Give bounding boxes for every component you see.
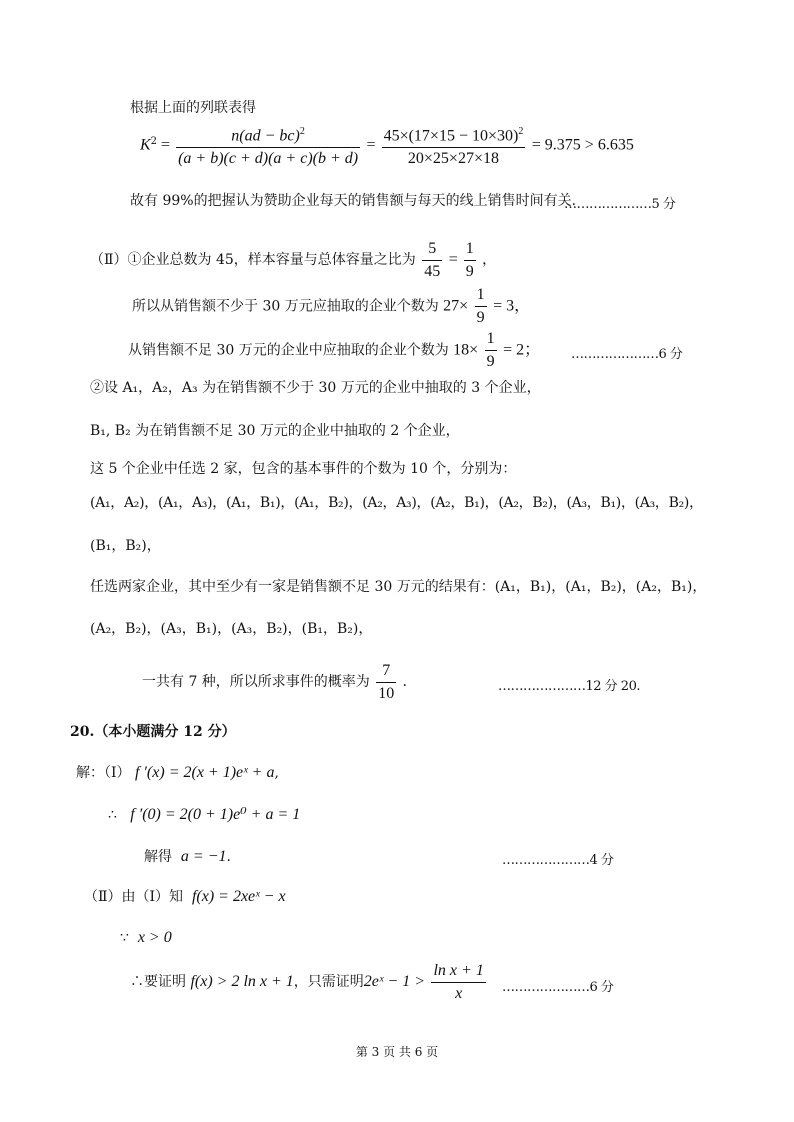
fraction: $\frac{1}{9}$ — [476, 286, 485, 326]
score-marker: …………………6 分 — [502, 980, 614, 995]
score-marker: …………………5 分 — [564, 197, 676, 212]
text-line: （Ⅱ）①企业总数为 45，样本容量与总体容量之比为 $\frac{5}{45}$ = $\frac{1}{9}$ ， — [90, 236, 496, 284]
fraction: $\frac{n(ad - bc)^2}{(a + b)(c + d)(a + c)(b + d)}$ — [176, 121, 360, 170]
fraction: $\frac{1}{9}$ — [465, 239, 474, 280]
fraction: $\frac{1}{9}$ — [486, 330, 495, 370]
question-heading: 20.（本小题满分 12 分） — [70, 724, 236, 740]
text-line: 这 5 个企业中任选 2 家，包含的基本事件的个数为 10 个，分别为： — [90, 461, 517, 477]
text-line: ∴要证明 f(x) > 2 ln x + 1，只需证明2eˣ − 1 > $\frac{\text{ln x + 1}}{x}$ — [130, 958, 488, 1006]
text-line: 根据上面的列联表得 — [130, 100, 256, 116]
score-marker: …………………6 分 — [571, 347, 683, 362]
page-footer: 第 3 页 共 6 页 — [355, 1045, 439, 1059]
fraction: $\frac{5}{45}$ — [424, 239, 441, 280]
k-symbol: K — [140, 136, 151, 154]
fraction: $\frac{\text{ln x + 1}}{x}$ — [433, 961, 484, 1002]
fraction: $\frac{45\times(17\times 15 - 10\times 30)^2}{20\times 25\times 27\times 18}$ — [382, 121, 526, 170]
text-line: 解得 a = −1. — [144, 848, 231, 865]
text-line: 从销售额不足 30 万元的企业中应抽取的企业个数为 18× $\frac{1}{9}$ = 2； — [128, 328, 540, 373]
text-line: 解：（Ⅰ） f ′(x) = 2(x + 1)eˣ + a, — [76, 764, 279, 781]
text-line: （Ⅱ）由（Ⅰ）知 f(x) = 2xeˣ − x — [84, 888, 286, 905]
text-line: ∵ x > 0 — [120, 929, 172, 946]
text-line: 任选两家企业，其中至少有一家是销售额不足 30 万元的结果有：(A₁，B₁)，(A₁，B₂)，(A₂，B₁)， — [90, 579, 707, 595]
k2-formula: $K^2$ = $\frac{n(ad - bc)^2}{(a + b)(c + d)(a + c)(b + d)}$ = $\frac{45\times(17\times 15 - 10\times 30)^2}{20\times 25\times 27\times 18}$ = 9.375 > 6.635 — [140, 118, 634, 170]
text-line: (A₁，A₂)，(A₁，A₃)，(A₁，B₁)，(A₁，B₂)，(A₂，A₃)，(A₂，B₁)，(A₂，B₂)，(A₃，B₁)，(A₃，B₂)， — [90, 495, 703, 511]
text-line: ∴ f ′(0) = 2(0 + 1)e⁰ + a = 1 — [108, 806, 301, 823]
text-line: 故有 99%的把握认为赞助企业每天的销售额与每天的线上销售时间有关. — [130, 193, 577, 209]
fraction: $\frac{7}{10}$ — [378, 661, 395, 702]
score-marker: …………………4 分 — [502, 853, 614, 868]
score-marker: …………………12 分 20. — [498, 679, 640, 694]
text-line: (A₂，B₂)，(A₃，B₁)，(A₃，B₂)，(B₁，B₂)， — [90, 621, 373, 637]
text-line: 所以从销售额不少于 30 万元应抽取的企业个数为 27× $\frac{1}{9}$ = 3， — [132, 284, 530, 329]
text-line: ②设 A₁，A₂，A₃ 为在销售额不少于 30 万元的企业中抽取的 3 个企业， — [90, 380, 541, 396]
text-line: 一共有 7 种，所以所求事件的概率为 $\frac{7}{10}$ . — [142, 658, 407, 706]
text-line: B₁, B₂ 为在销售额不足 30 万元的企业中抽取的 2 个企业， — [90, 423, 460, 439]
text-line: (B₁，B₂)， — [90, 538, 161, 554]
